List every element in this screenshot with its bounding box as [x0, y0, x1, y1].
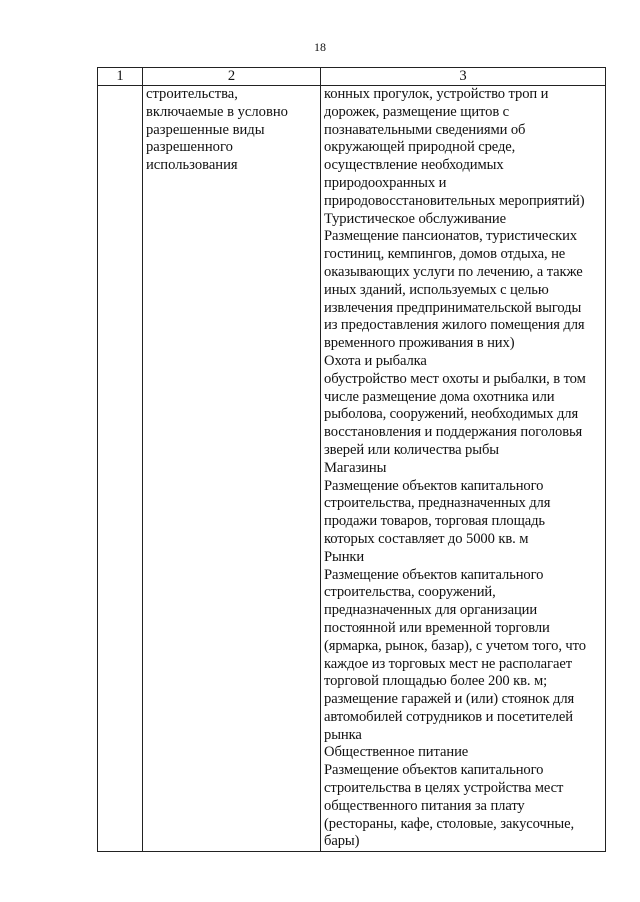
description-text-line: рынка [324, 726, 362, 743]
description-text-line: иных зданий, используемых с целью [324, 281, 549, 298]
description-text-line: обустройство мест охоты и рыбалки, в том [324, 370, 586, 387]
description-text-line: Охота и рыбалка [324, 352, 427, 369]
description-text-line: окружающей природной среде, [324, 139, 516, 156]
description-text-line: бары) [324, 833, 360, 850]
description-text-line: размещение гаражей и (или) стоянок для [324, 691, 575, 708]
description-text-line: Туристическое обслуживание [324, 210, 507, 227]
description-text-line: предназначенных для организации [324, 602, 538, 619]
category-text-line: строительства, [146, 86, 238, 102]
description-text-line: продажи товаров, торговая площадь [324, 513, 545, 530]
description-text-line: извлечения предпринимательской выгоды [324, 299, 582, 316]
table-header-row [98, 68, 606, 86]
category-text-line: включаемые в условно [146, 103, 288, 120]
description-text-line: Рынки [324, 548, 365, 565]
category-text-line: разрешенного [146, 139, 233, 156]
description-text-line: Размещение пансионатов, туристических [324, 228, 577, 245]
description-text-line: гостиниц, кемпингов, домов отдыха, не [324, 246, 566, 263]
column-header-3: 3 [321, 68, 606, 86]
description-text-line: восстановления и поддержания поголовья [324, 424, 583, 441]
row-number-cell [98, 86, 143, 852]
description-text-line: познавательными сведениями об [324, 121, 526, 138]
description-text-line: постоянной или временной торговли [324, 619, 550, 636]
land-use-category-cell [143, 86, 321, 852]
description-text-line: строительства в целях устройства мест [324, 780, 564, 797]
category-text-line: разрешенные виды [146, 121, 265, 138]
column-header-1: 1 [98, 68, 143, 86]
description-text-line: из предоставления жилого помещения для [324, 317, 585, 334]
description-text-line: конных прогулок, устройство троп и [324, 86, 549, 102]
category-text-line: использования [146, 157, 238, 174]
description-text-line: которых составляет до 5000 кв. м [324, 530, 529, 547]
description-text-line: природовосстановительных мероприятий) [324, 192, 585, 209]
description-text-line: каждое из торговых мест не располагает [324, 655, 572, 672]
description-text-line: (ярмарка, рынок, базар), с учетом того, что [324, 637, 586, 654]
column-header-2: 2 [143, 68, 321, 86]
description-text-line: Общественное питание [324, 744, 469, 761]
description-text-line: автомобилей сотрудников и посетителей [324, 708, 574, 725]
description-text-line: (рестораны, кафе, столовые, закусочные, [324, 815, 575, 832]
page-number: 18 [314, 40, 326, 54]
description-text-line: Размещение объектов капитального [324, 566, 544, 583]
description-text-line: числе размещение дома охотника или [324, 388, 555, 405]
description-text-line: общественного питания за плату [324, 797, 525, 814]
description-text-line: дорожек, размещение щитов с [324, 103, 510, 120]
table-row [98, 86, 606, 852]
description-text-line: временного проживания в них) [324, 335, 515, 352]
permitted-use-description-cell [321, 86, 606, 852]
description-text-line: Магазины [324, 459, 387, 476]
land-use-table [97, 67, 606, 852]
description-text-line: природоохранных и [324, 174, 447, 191]
description-text-line: зверей или количества рыбы [324, 441, 499, 458]
description-text-line: Размещение объектов капитального [324, 762, 544, 779]
description-text-line: Размещение объектов капитального [324, 477, 544, 494]
description-text-line: оказывающих услуги по лечению, а также [324, 263, 583, 280]
description-text-line: торговой площадью более 200 кв. м; [324, 673, 548, 690]
description-text-line: строительства, предназначенных для [324, 495, 551, 512]
description-text-line: осуществление необходимых [324, 157, 504, 174]
description-text-line: рыболова, сооружений, необходимых для [324, 406, 579, 423]
description-text-line: строительства, сооружений, [324, 584, 496, 601]
